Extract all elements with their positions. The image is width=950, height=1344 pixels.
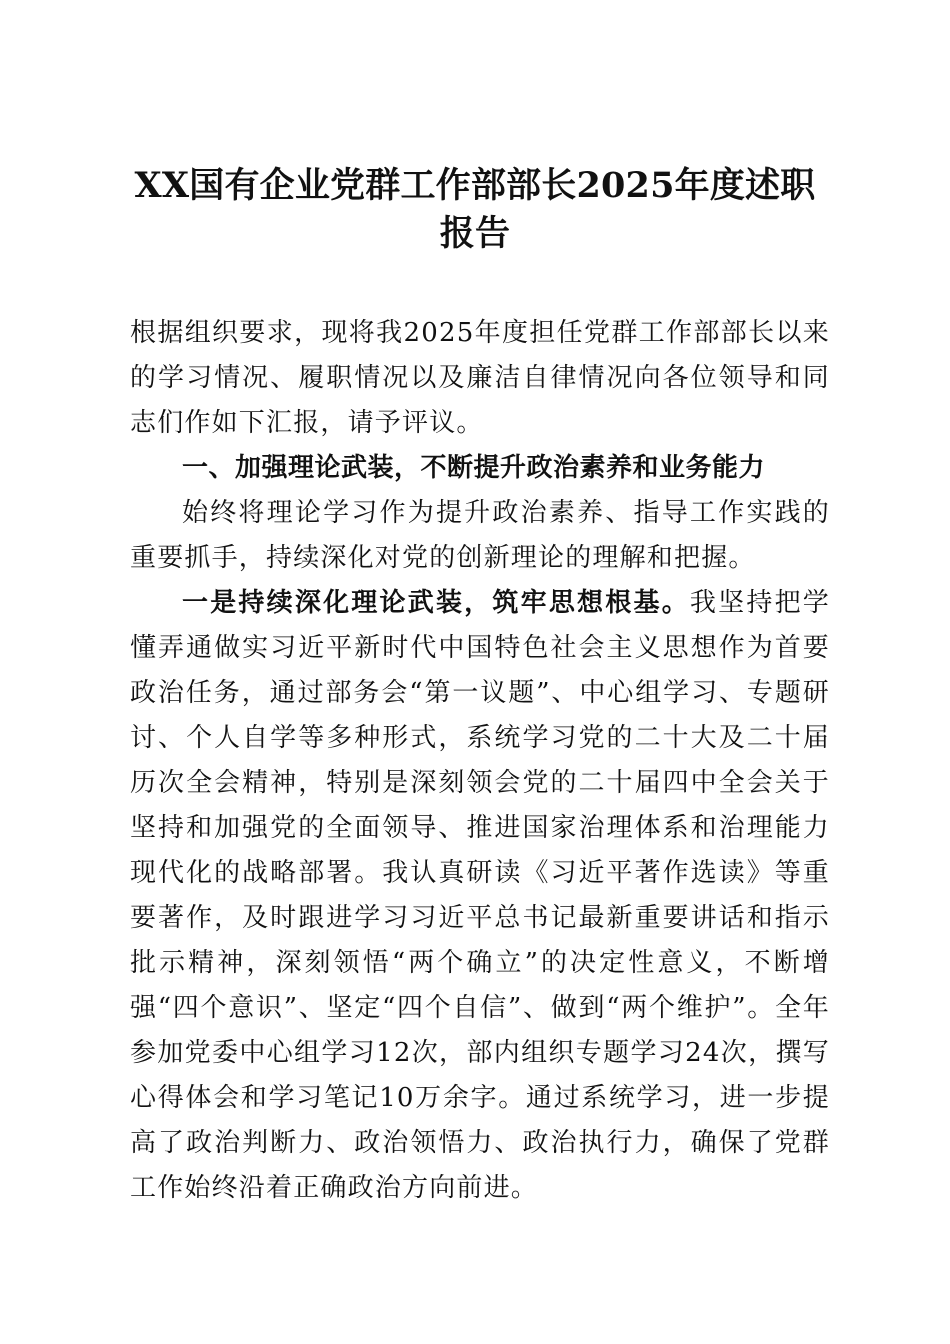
intro-paragraph: 根据组织要求，现将我2025年度担任党群工作部部长以来的学习情况、履职情况以及廉洁自律情况向各位领导和同志们作如下汇报，请予评议。 bbox=[130, 318, 830, 438]
section-1-paragraph: 始终将理论学习作为提升政治素养、指导工作实践的重要抓手，持续深化对党的创新理论的理解和把握。 bbox=[130, 498, 830, 573]
document-title: XX国有企业党群工作部部长2025年度述职报告 bbox=[134, 165, 816, 254]
point-1-lead: 一是持续深化理论武装，筑牢思想根基。 bbox=[182, 588, 690, 618]
point-1-text: 我坚持把学懂弄通做实习近平新时代中国特色社会主义思想作为首要政治任务，通过部务会“第一议题”、中心组学习、专题研讨、个人自学等多种形式，系统学习党的二十大及二十届历次全会精神，特别是深刻领会党的二十届四中全会关于坚持和加强党的全面领导、推进国家治理体系和治理能力现代化的战略部署。我认真研读《习近平著作选读》等重要著作，及时跟进学习习近平总书记最新重要讲话和指示批示精神，深刻领悟“两个确立”的决定性意义，不断增强“四个意识”、坚定“四个自信”、做到“两个维护”。全年参加党委中心组学习12次，部内组织专题学习24次，撰写心得体会和学习笔记10万余字。通过系统学习，进一步提高了政治判断力、政治领悟力、政治执行力，确保了党群工作始终沿着正确政治方向前进。 bbox=[130, 588, 830, 1203]
document-body bbox=[130, 311, 830, 1211]
point-1-paragraph bbox=[130, 581, 830, 1211]
section-1-heading: 一、加强理论武装，不断提升政治素养和业务能力 bbox=[182, 453, 766, 483]
